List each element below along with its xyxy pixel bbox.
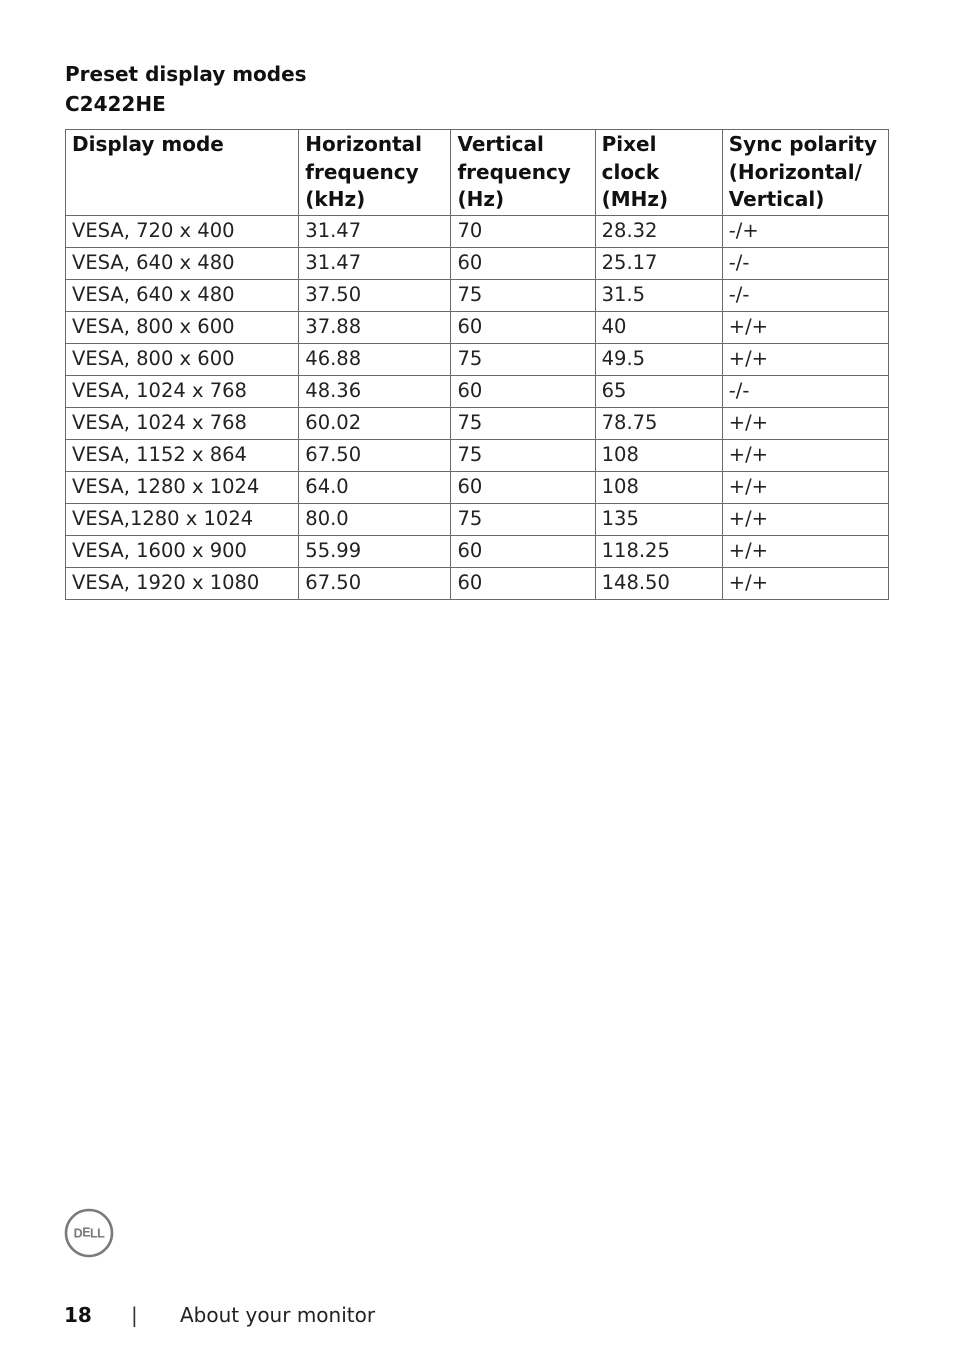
cell-vertical-frequency: 75 (451, 408, 595, 440)
cell-display-mode: VESA, 1920 x 1080 (66, 568, 299, 600)
table-row (66, 472, 889, 504)
table-row (66, 248, 889, 280)
cell-display-mode: VESA, 640 x 480 (66, 248, 299, 280)
cell-pixel-clock: 135 (595, 504, 722, 536)
cell-vertical-frequency: 75 (451, 344, 595, 376)
page-number: 18 (64, 1303, 92, 1327)
cell-pixel-clock: 78.75 (595, 408, 722, 440)
cell-pixel-clock: 28.32 (595, 216, 722, 248)
cell-display-mode: VESA, 640 x 480 (66, 280, 299, 312)
cell-vertical-frequency: 75 (451, 440, 595, 472)
cell-horizontal-frequency: 48.36 (299, 376, 451, 408)
cell-pixel-clock: 118.25 (595, 536, 722, 568)
table-row (66, 216, 889, 248)
cell-horizontal-frequency: 67.50 (299, 568, 451, 600)
cell-display-mode: VESA, 1024 x 768 (66, 408, 299, 440)
cell-sync-polarity: +/+ (722, 504, 888, 536)
cell-horizontal-frequency: 37.50 (299, 280, 451, 312)
cell-vertical-frequency: 75 (451, 504, 595, 536)
table-header-row (66, 130, 889, 216)
cell-sync-polarity: +/+ (722, 472, 888, 504)
table-row (66, 312, 889, 344)
header-display-mode: Display mode (66, 130, 299, 216)
cell-sync-polarity: +/+ (722, 536, 888, 568)
cell-vertical-frequency: 60 (451, 376, 595, 408)
cell-sync-polarity: -/- (722, 248, 888, 280)
cell-pixel-clock: 25.17 (595, 248, 722, 280)
cell-pixel-clock: 31.5 (595, 280, 722, 312)
cell-horizontal-frequency: 37.88 (299, 312, 451, 344)
cell-display-mode: VESA, 800 x 600 (66, 312, 299, 344)
cell-horizontal-frequency: 31.47 (299, 248, 451, 280)
table-row (66, 344, 889, 376)
cell-sync-polarity: -/- (722, 280, 888, 312)
table-row (66, 536, 889, 568)
cell-pixel-clock: 108 (595, 440, 722, 472)
cell-horizontal-frequency: 64.0 (299, 472, 451, 504)
cell-pixel-clock: 49.5 (595, 344, 722, 376)
cell-vertical-frequency: 75 (451, 280, 595, 312)
footer-section-title: About your monitor (180, 1303, 376, 1327)
footer-separator: | (131, 1303, 138, 1327)
cell-horizontal-frequency: 60.02 (299, 408, 451, 440)
header-horizontal-frequency: Horizontal frequency (kHz) (299, 130, 451, 216)
header-sync-polarity: Sync polarity (Horizontal/ Vertical) (722, 130, 888, 216)
cell-display-mode: VESA, 1024 x 768 (66, 376, 299, 408)
cell-display-mode: VESA, 720 x 400 (66, 216, 299, 248)
cell-display-mode: VESA, 1280 x 1024 (66, 472, 299, 504)
cell-sync-polarity: -/+ (722, 216, 888, 248)
table-row (66, 408, 889, 440)
header-pixel-clock: Pixel clock (MHz) (595, 130, 722, 216)
table-row (66, 504, 889, 536)
cell-horizontal-frequency: 67.50 (299, 440, 451, 472)
cell-vertical-frequency: 70 (451, 216, 595, 248)
cell-display-mode: VESA,1280 x 1024 (66, 504, 299, 536)
cell-pixel-clock: 108 (595, 472, 722, 504)
cell-horizontal-frequency: 80.0 (299, 504, 451, 536)
table-row (66, 440, 889, 472)
cell-sync-polarity: +/+ (722, 568, 888, 600)
table-row (66, 280, 889, 312)
cell-sync-polarity: +/+ (722, 408, 888, 440)
dell-logo-icon (64, 1208, 114, 1258)
table-row (66, 376, 889, 408)
section-title: Preset display modes (65, 62, 307, 86)
cell-sync-polarity: +/+ (722, 312, 888, 344)
cell-pixel-clock: 148.50 (595, 568, 722, 600)
cell-vertical-frequency: 60 (451, 568, 595, 600)
cell-sync-polarity: +/+ (722, 344, 888, 376)
cell-vertical-frequency: 60 (451, 472, 595, 504)
cell-display-mode: VESA, 1600 x 900 (66, 536, 299, 568)
cell-horizontal-frequency: 31.47 (299, 216, 451, 248)
cell-pixel-clock: 65 (595, 376, 722, 408)
header-vertical-frequency: Vertical frequency (Hz) (451, 130, 595, 216)
cell-display-mode: VESA, 800 x 600 (66, 344, 299, 376)
cell-vertical-frequency: 60 (451, 312, 595, 344)
cell-sync-polarity: +/+ (722, 440, 888, 472)
cell-horizontal-frequency: 46.88 (299, 344, 451, 376)
cell-horizontal-frequency: 55.99 (299, 536, 451, 568)
model-name: C2422HE (65, 92, 166, 116)
cell-display-mode: VESA, 1152 x 864 (66, 440, 299, 472)
preset-display-modes-table (65, 129, 889, 600)
cell-vertical-frequency: 60 (451, 536, 595, 568)
cell-sync-polarity: -/- (722, 376, 888, 408)
cell-pixel-clock: 40 (595, 312, 722, 344)
cell-vertical-frequency: 60 (451, 248, 595, 280)
svg-text:DELL: DELL (73, 1225, 105, 1241)
table-row (66, 568, 889, 600)
